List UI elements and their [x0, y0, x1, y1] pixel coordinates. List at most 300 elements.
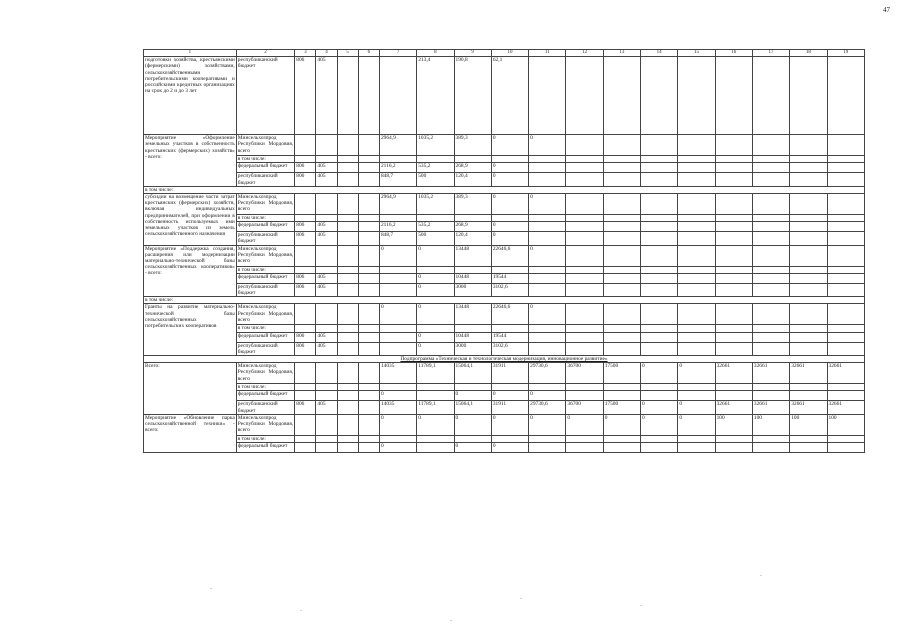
value-cell: [417, 266, 454, 273]
value-cell: [454, 384, 491, 391]
value-cell: [827, 332, 865, 342]
value-cell: [491, 435, 528, 442]
value-cell: [379, 384, 416, 391]
value-cell: [337, 435, 358, 442]
value-cell: [790, 245, 827, 266]
table-row: [144, 342, 865, 355]
table-row: [144, 173, 865, 186]
column-header: 13: [603, 50, 640, 57]
scan-speck: [760, 575, 762, 576]
value-cell: [566, 163, 603, 173]
value-cell: 0: [491, 222, 528, 232]
value-cell: 100: [790, 414, 827, 435]
value-cell: [603, 173, 640, 186]
value-cell: [295, 435, 316, 442]
value-cell: [678, 245, 715, 266]
value-cell: [641, 332, 678, 342]
value-cell: 120,4: [454, 173, 491, 186]
value-cell: [790, 163, 827, 173]
column-header: 2: [236, 50, 294, 57]
table-row: [144, 194, 865, 215]
value-cell: 13448: [454, 245, 491, 266]
value-cell: [358, 57, 379, 135]
column-header: 16: [715, 50, 752, 57]
value-cell: [641, 342, 678, 355]
value-cell: 10448: [454, 332, 491, 342]
value-cell: [715, 435, 752, 442]
column-header: 10: [491, 50, 528, 57]
value-cell: 0: [379, 414, 416, 435]
funding-source-cell: республиканский бюджет: [236, 173, 294, 186]
value-cell: 3102,6: [491, 342, 528, 355]
funding-source-cell: федеральный бюджет: [236, 163, 294, 173]
value-cell: [790, 215, 827, 222]
value-cell: 405: [316, 163, 337, 173]
value-cell: [566, 384, 603, 391]
value-cell: 389,3: [454, 135, 491, 156]
value-cell: [752, 342, 789, 355]
value-cell: 0: [379, 443, 416, 453]
value-cell: [752, 215, 789, 222]
value-cell: 0: [417, 273, 454, 283]
value-cell: 405: [316, 401, 337, 414]
funding-source-cell: федеральный бюджет: [236, 273, 294, 283]
value-cell: [295, 194, 316, 215]
value-cell: [603, 325, 640, 332]
value-cell: [454, 215, 491, 222]
value-cell: [295, 391, 316, 401]
value-cell: 1035,2: [417, 135, 454, 156]
value-cell: 806: [295, 273, 316, 283]
value-cell: [641, 273, 678, 283]
value-cell: [678, 173, 715, 186]
table-row: [144, 266, 865, 273]
column-header: 18: [790, 50, 827, 57]
value-cell: [603, 443, 640, 453]
value-cell: [316, 194, 337, 215]
value-cell: [790, 57, 827, 135]
value-cell: [337, 163, 358, 173]
value-cell: 100: [752, 414, 789, 435]
value-cell: [827, 156, 865, 163]
table-row: [144, 222, 865, 232]
value-cell: [827, 194, 865, 215]
column-header: 1: [144, 50, 237, 57]
value-cell: 19544: [491, 273, 528, 283]
section-row: [144, 186, 865, 193]
value-cell: [715, 215, 752, 222]
value-cell: [678, 266, 715, 273]
table-row: [144, 384, 865, 391]
value-cell: [529, 173, 566, 186]
value-cell: [678, 304, 715, 325]
value-cell: 17500: [603, 363, 640, 384]
value-cell: [827, 435, 865, 442]
value-cell: [715, 342, 752, 355]
value-cell: [641, 222, 678, 232]
value-cell: 32661: [715, 363, 752, 384]
value-cell: [790, 222, 827, 232]
row-description: субсидии на возмещение части затрат крестьянских (фермерских) хозяйств, включая индивидуальных предпринимателей, при оформлении в собственность используемых ими земельных участков из земель сельскохозяйственного назначения: [144, 194, 237, 246]
funding-source-cell: республиканский бюджет: [236, 57, 294, 135]
value-cell: [603, 342, 640, 355]
column-header: 4: [316, 50, 337, 57]
value-cell: [529, 332, 566, 342]
value-cell: [641, 232, 678, 245]
value-cell: 848,7: [379, 232, 416, 245]
value-cell: [678, 443, 715, 453]
value-cell: 0: [491, 135, 528, 156]
value-cell: [790, 266, 827, 273]
value-cell: [603, 156, 640, 163]
value-cell: [295, 304, 316, 325]
row-description: подготовки хозяйства, крестьянскими (фермерскими) хозяйствами, сельскохозяйственными потребительскими кооперативами и российскими кредитных организациях на срок до 2 и до 3 лет: [144, 57, 237, 135]
value-cell: 0: [491, 391, 528, 401]
value-cell: 62,1: [491, 57, 528, 135]
value-cell: [715, 173, 752, 186]
funding-source-cell: Минсельхозпрод Республики Мордовия, всего: [236, 414, 294, 435]
value-cell: [358, 232, 379, 245]
value-cell: [529, 273, 566, 283]
table-row: [144, 57, 865, 135]
value-cell: [295, 443, 316, 453]
value-cell: [678, 283, 715, 296]
value-cell: [358, 342, 379, 355]
value-cell: 405: [316, 273, 337, 283]
value-cell: [529, 215, 566, 222]
table-row: [144, 435, 865, 442]
value-cell: 806: [295, 222, 316, 232]
value-cell: [641, 325, 678, 332]
value-cell: [790, 135, 827, 156]
subprogram-title: Подпрограмма «Техническая и технологическая модернизация, инновационное развитие»: [144, 356, 865, 363]
value-cell: [529, 163, 566, 173]
value-cell: [295, 215, 316, 222]
value-cell: [678, 232, 715, 245]
value-cell: 0: [529, 414, 566, 435]
value-cell: [358, 391, 379, 401]
value-cell: [827, 232, 865, 245]
value-cell: [603, 435, 640, 442]
column-header: 14: [641, 50, 678, 57]
value-cell: [358, 435, 379, 442]
value-cell: [566, 342, 603, 355]
value-cell: [715, 156, 752, 163]
value-cell: 3000: [454, 342, 491, 355]
value-cell: [358, 325, 379, 332]
section-label: в том числе:: [144, 186, 865, 193]
value-cell: [337, 332, 358, 342]
value-cell: [316, 304, 337, 325]
value-cell: 32661: [790, 363, 827, 384]
value-cell: [790, 342, 827, 355]
value-cell: 29730,6: [529, 363, 566, 384]
value-cell: [454, 325, 491, 332]
value-cell: [641, 215, 678, 222]
value-cell: [358, 443, 379, 453]
value-cell: 15064,1: [454, 363, 491, 384]
value-cell: [295, 325, 316, 332]
value-cell: [358, 283, 379, 296]
value-cell: [678, 194, 715, 215]
value-cell: [417, 435, 454, 442]
value-cell: 190,8: [454, 57, 491, 135]
value-cell: [529, 156, 566, 163]
table-row: [144, 232, 865, 245]
value-cell: [603, 57, 640, 135]
funding-source-cell: республиканский бюджет: [236, 401, 294, 414]
value-cell: [641, 245, 678, 266]
section-label: в том числе:: [144, 297, 865, 304]
value-cell: 0: [529, 391, 566, 401]
value-cell: 0: [417, 332, 454, 342]
value-cell: [316, 215, 337, 222]
value-cell: 213,4: [417, 57, 454, 135]
value-cell: [337, 342, 358, 355]
value-cell: [337, 325, 358, 332]
value-cell: [641, 304, 678, 325]
value-cell: [790, 443, 827, 453]
value-cell: 405: [316, 283, 337, 296]
value-cell: 806: [295, 342, 316, 355]
value-cell: [379, 266, 416, 273]
value-cell: [379, 325, 416, 332]
value-cell: 32661: [715, 401, 752, 414]
value-cell: [641, 266, 678, 273]
funding-source-cell: в том числе:: [236, 215, 294, 222]
column-header: 3: [295, 50, 316, 57]
value-cell: [566, 222, 603, 232]
value-cell: [337, 384, 358, 391]
value-cell: 22646,6: [491, 245, 528, 266]
value-cell: [827, 325, 865, 332]
value-cell: 0: [641, 414, 678, 435]
table-row: [144, 443, 865, 453]
table-row: [144, 304, 865, 325]
table-row: [144, 135, 865, 156]
value-cell: [603, 194, 640, 215]
value-cell: [529, 342, 566, 355]
value-cell: [337, 232, 358, 245]
value-cell: [678, 163, 715, 173]
value-cell: [337, 245, 358, 266]
column-header: 6: [358, 50, 379, 57]
value-cell: [491, 215, 528, 222]
value-cell: [417, 215, 454, 222]
value-cell: [827, 222, 865, 232]
value-cell: 32661: [790, 401, 827, 414]
value-cell: [678, 156, 715, 163]
value-cell: [454, 156, 491, 163]
value-cell: [752, 443, 789, 453]
column-header: 5: [337, 50, 358, 57]
value-cell: [379, 435, 416, 442]
value-cell: [379, 332, 416, 342]
column-header: 8: [417, 50, 454, 57]
page-number: 47: [883, 6, 890, 14]
value-cell: [678, 273, 715, 283]
funding-source-cell: федеральный бюджет: [236, 391, 294, 401]
value-cell: 3102,6: [491, 283, 528, 296]
table-row: [144, 215, 865, 222]
value-cell: [827, 163, 865, 173]
value-cell: [752, 266, 789, 273]
value-cell: [566, 194, 603, 215]
funding-source-cell: в том числе:: [236, 325, 294, 332]
value-cell: 806: [295, 332, 316, 342]
value-cell: [358, 135, 379, 156]
value-cell: [790, 173, 827, 186]
value-cell: [752, 163, 789, 173]
funding-source-cell: Минсельхозпрод Республики Мордовия, всего: [236, 194, 294, 215]
value-cell: [641, 435, 678, 442]
value-cell: [827, 283, 865, 296]
value-cell: 535,2: [417, 222, 454, 232]
value-cell: 535,2: [417, 163, 454, 173]
value-cell: [715, 273, 752, 283]
value-cell: 31911: [491, 363, 528, 384]
value-cell: [603, 222, 640, 232]
value-cell: 0: [417, 414, 454, 435]
value-cell: [316, 135, 337, 156]
value-cell: [491, 266, 528, 273]
value-cell: 29730,6: [529, 401, 566, 414]
value-cell: 0: [379, 304, 416, 325]
value-cell: [491, 384, 528, 391]
value-cell: 0: [529, 304, 566, 325]
value-cell: [379, 215, 416, 222]
value-cell: [316, 245, 337, 266]
value-cell: [379, 342, 416, 355]
value-cell: 0: [491, 163, 528, 173]
value-cell: [316, 156, 337, 163]
value-cell: [566, 173, 603, 186]
value-cell: [715, 194, 752, 215]
row-description: Мероприятие «Поддержка создания, расширения или модернизации материально-технической базы сельскохозяйственных кооперативов» - всего:: [144, 245, 237, 297]
value-cell: [529, 266, 566, 273]
value-cell: [358, 215, 379, 222]
column-header: 15: [678, 50, 715, 57]
value-cell: [603, 384, 640, 391]
value-cell: 0: [454, 414, 491, 435]
value-cell: [379, 57, 416, 135]
value-cell: [790, 435, 827, 442]
value-cell: [752, 57, 789, 135]
value-cell: [641, 57, 678, 135]
value-cell: [337, 414, 358, 435]
value-cell: [379, 156, 416, 163]
table-row: [144, 401, 865, 414]
value-cell: [715, 325, 752, 332]
value-cell: 0: [417, 245, 454, 266]
value-cell: [827, 384, 865, 391]
value-cell: [603, 283, 640, 296]
value-cell: [603, 273, 640, 283]
value-cell: 1035,2: [417, 194, 454, 215]
value-cell: [790, 156, 827, 163]
value-cell: [491, 325, 528, 332]
value-cell: 0: [379, 245, 416, 266]
column-header: 17: [752, 50, 789, 57]
value-cell: [566, 283, 603, 296]
value-cell: [752, 245, 789, 266]
budget-table-sheet: [143, 49, 865, 567]
value-cell: [827, 135, 865, 156]
value-cell: [678, 332, 715, 342]
value-cell: [752, 332, 789, 342]
value-cell: 32661: [752, 401, 789, 414]
value-cell: 848,7: [379, 173, 416, 186]
section-row: [144, 297, 865, 304]
value-cell: 405: [316, 173, 337, 186]
value-cell: [316, 325, 337, 332]
table-row: [144, 363, 865, 384]
value-cell: [752, 435, 789, 442]
value-cell: [715, 283, 752, 296]
value-cell: [641, 443, 678, 453]
value-cell: 36700: [566, 363, 603, 384]
value-cell: [827, 342, 865, 355]
value-cell: 0: [491, 173, 528, 186]
value-cell: 0: [491, 194, 528, 215]
value-cell: [337, 304, 358, 325]
value-cell: [715, 57, 752, 135]
value-cell: [295, 156, 316, 163]
value-cell: [641, 156, 678, 163]
value-cell: [358, 222, 379, 232]
value-cell: [678, 57, 715, 135]
scan-speck: [300, 610, 302, 611]
value-cell: [566, 57, 603, 135]
value-cell: 14035: [379, 363, 416, 384]
value-cell: [603, 215, 640, 222]
value-cell: [715, 391, 752, 401]
value-cell: [752, 173, 789, 186]
value-cell: 14035: [379, 401, 416, 414]
value-cell: 13448: [454, 304, 491, 325]
value-cell: [715, 304, 752, 325]
scan-speck: [210, 588, 212, 589]
value-cell: 32661: [827, 401, 865, 414]
funding-source-cell: Минсельхозпрод Республики Мордовия, всего: [236, 304, 294, 325]
value-cell: [295, 245, 316, 266]
value-cell: [316, 391, 337, 401]
value-cell: 0: [529, 135, 566, 156]
value-cell: [790, 391, 827, 401]
column-header: 19: [827, 50, 865, 57]
value-cell: [337, 57, 358, 135]
value-cell: [603, 304, 640, 325]
value-cell: [417, 325, 454, 332]
value-cell: 3000: [454, 283, 491, 296]
value-cell: [566, 266, 603, 273]
value-cell: 0: [417, 304, 454, 325]
value-cell: 0: [454, 443, 491, 453]
value-cell: 22646,6: [491, 304, 528, 325]
value-cell: [529, 325, 566, 332]
value-cell: [641, 135, 678, 156]
funding-source-cell: федеральный бюджет: [236, 222, 294, 232]
value-cell: [566, 232, 603, 245]
value-cell: [316, 363, 337, 384]
value-cell: [827, 443, 865, 453]
value-cell: [827, 273, 865, 283]
value-cell: 120,4: [454, 232, 491, 245]
value-cell: [678, 435, 715, 442]
value-cell: [337, 173, 358, 186]
table-row: [144, 332, 865, 342]
value-cell: 15064,1: [454, 401, 491, 414]
